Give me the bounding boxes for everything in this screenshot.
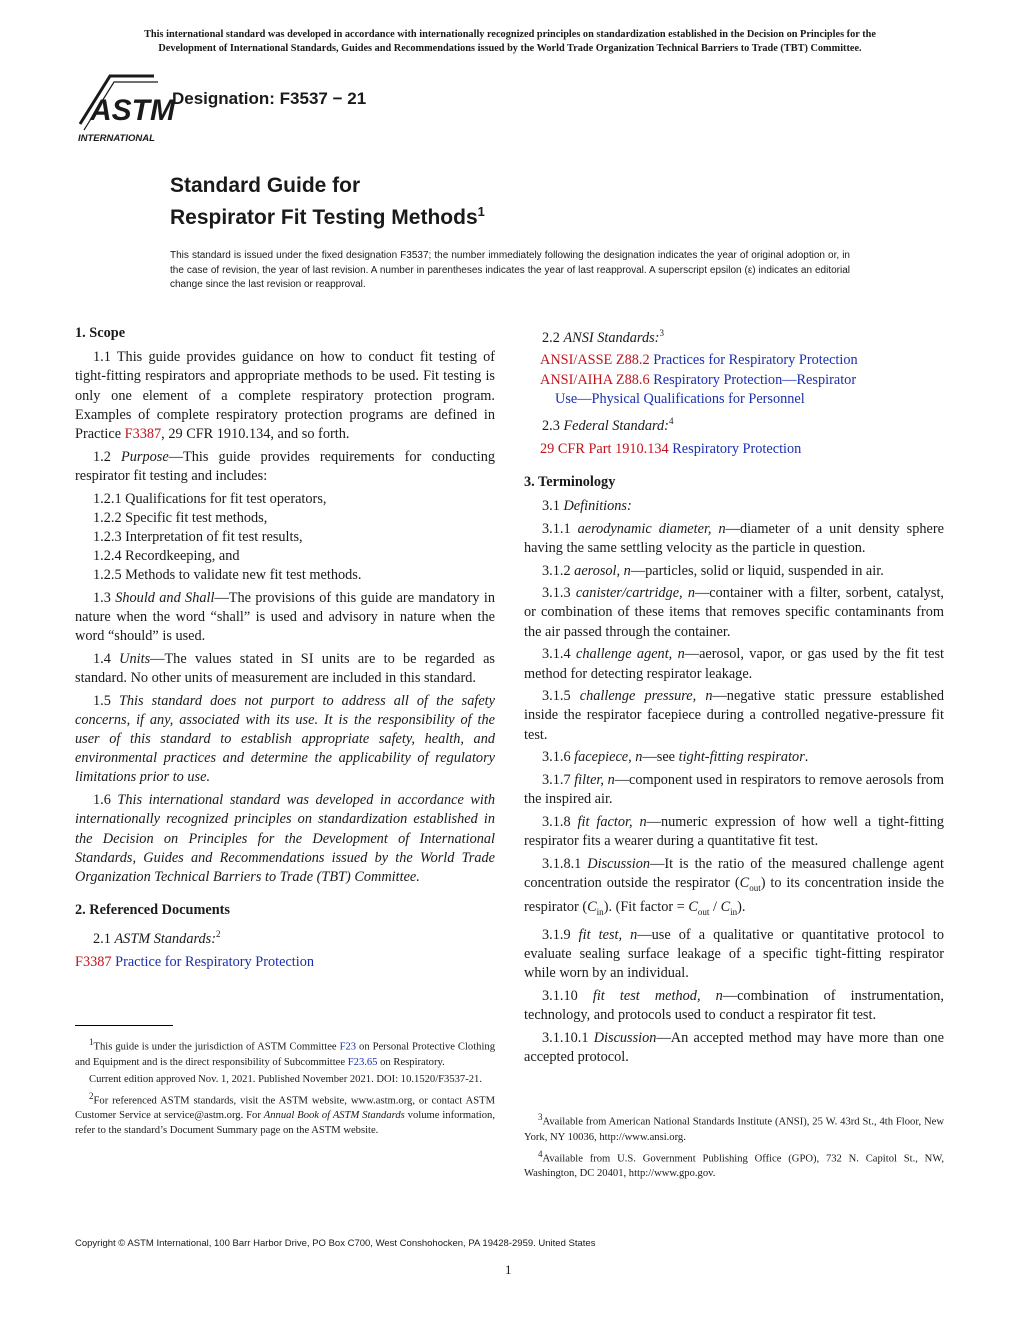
ref-code-29-cfr[interactable]: 29 CFR Part 1910.134 <box>540 440 669 457</box>
discussion-text: —It is the ratio of the measured challenge agent concentration outside the respirator ( <box>524 855 944 892</box>
term-3-1-2 <box>524 562 944 581</box>
paragraph-1-6 <box>75 791 495 887</box>
term-name: aerodynamic diameter, n <box>577 520 726 537</box>
right-column <box>524 324 944 1071</box>
term-definition: —negative static pressure established inside the respirator facepiece during a controlled negative-pressure fit test. <box>524 688 944 743</box>
term-num: 3.1.10.1 <box>542 1029 594 1046</box>
fn2-italic: Annual Book of ASTM Standards <box>263 1110 405 1122</box>
p1-2-term: Purpose <box>121 448 169 465</box>
fn3-text: Available from American National Standards Institute (ANSI), 25 W. 43rd St., 4th Floor, New York, NY 10036, http://www.ansi.org. <box>524 1116 944 1143</box>
footnote-1 <box>75 1035 495 1070</box>
ref-title-z88-6-cont[interactable]: Use—Physical Qualifications for Personnel <box>555 390 805 407</box>
term-definition: —container with a filter, sorbent, catalyst, or combination of these items that removes specific contaminants from the air passed through the container. <box>524 585 944 640</box>
term-3-1-8-1 <box>524 855 944 922</box>
footnote-4 <box>524 1147 944 1182</box>
c-out-sub: out <box>697 907 710 918</box>
term-definition: —particles, solid or liquid, suspended in air. <box>630 562 884 579</box>
discussion-text: ). <box>737 899 746 916</box>
term-num: 3.1.1 <box>542 520 578 537</box>
term-num: 3.1.8 <box>542 814 578 830</box>
section-heading-scope: 1. Scope <box>75 325 126 341</box>
ref-code-z88-6[interactable]: ANSI/AIHA Z88.6 <box>540 371 650 388</box>
paragraph-1-3 <box>75 589 495 647</box>
c-symbol: C <box>587 899 597 916</box>
page-number: 1 <box>505 1262 512 1277</box>
c-symbol: C <box>688 899 698 916</box>
ref-title-f3387[interactable]: Practice for Respiratory Protection <box>115 953 315 970</box>
list-item: 1.2.3 Interpretation of fit test results, <box>93 529 303 546</box>
copyright-line: Copyright © ASTM International, 100 Barr Harbor Drive, PO Box C700, West Conshohocken, PA 19428-2959. United States <box>75 1238 596 1249</box>
term-3-1-1 <box>524 520 944 558</box>
p1-4-num: 1.4 <box>93 650 120 667</box>
term-3-1-4 <box>524 645 944 683</box>
link-f23-65[interactable]: F23.65 <box>347 1056 378 1068</box>
title-line-2 <box>170 199 485 231</box>
discussion-label: Discussion <box>587 855 651 872</box>
p1-3-num: 1.3 <box>93 589 116 606</box>
paragraph-2-3 <box>524 412 944 436</box>
p1-1-end: , 29 CFR 1910.134, and so forth. <box>161 426 350 443</box>
fn-sup: 1 <box>89 1037 94 1047</box>
p1-5-text: This standard does not purport to address all of the safety concerns, if any, associated with its use. It is the responsibility of the user of this standard to establish appropriate safety, health, and environmental practices and determine the applicability of regulatory limitations prior to use. <box>75 692 495 786</box>
term-num: 3.1.2 <box>542 562 575 579</box>
fn-sup: 3 <box>538 1112 543 1122</box>
fn1-text: This guide is under the jurisdiction of ASTM Committee <box>93 1041 340 1053</box>
fn-sup: 4 <box>538 1148 543 1159</box>
p2-3-sup: 4 <box>668 416 674 427</box>
section-heading-referenced: 2. Referenced Documents <box>75 902 230 919</box>
p1-1-text: 1.1 This guide provides guidance on how to conduct fit testing of tight-fitting respirators and appropriate methods to be used. Fit testing is only one element of a complete respiratory protection program. Examples of complete respiratory protection programs are defined in Practice <box>75 349 495 443</box>
astm-logo <box>70 70 175 146</box>
term-definition: —use of a qualitative or quantitative protocol to evaluate sealing surface leakage of a specific tight-fitting respirator while worn by an individual. <box>524 926 944 982</box>
ref-ansi-z88-6 <box>524 371 944 390</box>
p2-1-sup: 2 <box>216 929 221 940</box>
term-see: tight-fitting respirator <box>678 749 805 766</box>
document-title <box>170 173 485 231</box>
section-heading-terminology: 3. Terminology <box>524 473 616 490</box>
discussion-text: ). (Fit factor = <box>603 899 689 916</box>
p2-3-num: 2.3 <box>542 417 564 434</box>
ref-ansi-z88-6-cont <box>524 390 944 409</box>
ref-29-cfr <box>524 440 944 459</box>
logo-mark-text: ASTM <box>90 94 175 127</box>
term-name: filter, n <box>574 772 615 789</box>
term-3-1-6 <box>524 748 944 767</box>
p2-1-num: 2.1 <box>93 931 115 948</box>
p1-2-num: 1.2 <box>93 448 122 465</box>
astm-logo-icon <box>70 70 175 146</box>
p2-3-label: Federal Standard: <box>563 417 669 434</box>
top-notice <box>70 28 950 55</box>
p1-5-num: 1.5 <box>93 692 119 709</box>
fn1-text: on Respiratory. <box>377 1056 445 1068</box>
notice-line-2: Development of International Standards, Guides and Recommendations issued by the World Trade Organization Technical Barriers to Trade (TBT) Committee. <box>158 42 862 54</box>
fn4-text: Available from U.S. Government Publishing Office (GPO), 732 N. Capitol St., NW, Washington, DC 20401, http://www.gpo.gov. <box>524 1153 944 1180</box>
list-item: 1.2.4 Recordkeeping, and <box>93 548 240 565</box>
term-name: aerosol, n <box>574 562 631 579</box>
c-symbol: C <box>739 875 750 892</box>
term-3-1-9 <box>524 926 944 984</box>
paragraph-1-2 <box>75 448 495 486</box>
term-name: challenge pressure, n <box>579 688 713 705</box>
discussion-label: Discussion <box>593 1029 657 1046</box>
term-3-1-3 <box>524 584 944 642</box>
title-line-1: Standard Guide for <box>170 174 361 197</box>
scope-list <box>75 490 495 586</box>
p1-4-term: Units <box>119 650 151 667</box>
term-3-1-8 <box>524 813 944 851</box>
list-item: 1.2.5 Methods to validate new fit test methods. <box>93 567 362 584</box>
term-name: fit factor, n <box>577 814 647 830</box>
p1-6-text: This international standard was developed in accordance with internationally recognized principles on standardization established in the Decision on Principles for the Development of International Standards, Guides and Recommendations issued by the World Trade Organization Technical Barriers to Trade (TBT) Committee. <box>75 792 495 885</box>
term-3-1-7 <box>524 771 944 809</box>
term-definition: —component used in respirators to remove aerosols from the inspired air. <box>524 772 944 808</box>
discussion-text: —An accepted method may have more than one accepted protocol. <box>524 1029 944 1065</box>
term-3-1-10 <box>524 987 944 1025</box>
footnote-divider <box>75 1025 173 1026</box>
term-num: 3.1.3 <box>542 585 576 602</box>
c-symbol: C <box>720 899 731 916</box>
p1-6-num: 1.6 <box>93 792 118 809</box>
notice-line-1: This international standard was developed in accordance with internationally recognized principles on standardization established in the Decision on Principles for the <box>144 29 876 40</box>
term-name: challenge agent, n <box>575 646 685 663</box>
term-definition: —aerosol, vapor, or gas used by the fit test method for detecting respirator leakage. <box>524 646 944 682</box>
link-f3387[interactable]: F3387 <box>124 426 162 443</box>
term-name: fit test, n <box>578 926 638 943</box>
footnote-1-edition: Current edition approved Nov. 1, 2021. Published November 2021. DOI: 10.1520/F3537-21. <box>89 1073 483 1085</box>
term-num: 3.1.7 <box>542 772 575 789</box>
fraction-slash: / <box>709 899 721 916</box>
footnotes-left <box>75 1035 495 1140</box>
paragraph-3-1 <box>524 497 944 516</box>
term-definition: —diameter of a unit density sphere having the same settling velocity as the particle in question. <box>524 520 944 556</box>
fn2-text: volume information, refer to the standard’s Document Summary page on the ASTM website. <box>75 1110 495 1137</box>
list-item: 1.2.2 Specific fit test methods, <box>93 509 268 526</box>
term-definition: —see <box>642 749 679 766</box>
issuance-note: This standard is issued under the fixed designation F3537; the number immediately following the designation indicates the year of original adoption or, in the case of revision, the year of last revision. A number in parentheses indicates the year of last reapproval. A superscript epsilon (ε) indicates an editorial change since the last revision or reapproval. <box>170 250 850 290</box>
c-in-sub: in <box>730 907 738 918</box>
p2-2-sup: 3 <box>659 328 664 338</box>
term-num: 3.1.6 <box>542 749 575 766</box>
term-end: . <box>804 749 809 766</box>
link-f23[interactable]: F23 <box>339 1041 357 1053</box>
title-footnote-ref: 1 <box>477 204 485 219</box>
footnotes-right <box>524 1110 944 1183</box>
ref-title-z88-6[interactable]: Respiratory Protection—Respirator <box>653 371 857 388</box>
paragraph-1-5 <box>75 692 495 788</box>
term-num: 3.1.8.1 <box>542 855 588 872</box>
list-item: 1.2.1 Qualifications for fit test operators, <box>93 490 327 507</box>
term-3-1-5 <box>524 687 944 745</box>
fn1-text: on Personal Protective Clothing and Equipment and is the direct responsibility of Subcommittee <box>75 1041 495 1068</box>
paragraph-2-2 <box>524 324 944 348</box>
paragraph-2-1 <box>75 925 495 949</box>
c-out-sub: out <box>749 882 761 893</box>
term-num: 3.1.5 <box>542 688 580 705</box>
ref-ansi-z88-2 <box>524 351 944 370</box>
ref-code-f3387[interactable]: F3387 <box>75 953 112 970</box>
term-num: 3.1.10 <box>542 987 593 1004</box>
term-num: 3.1.9 <box>542 926 579 943</box>
p1-3-term: Should and Shall <box>115 589 215 606</box>
term-definition: —combination of instrumentation, technology, and protocols used to conduct a respirator fit test. <box>524 987 944 1024</box>
fn2-text: For referenced ASTM standards, visit the ASTM website, www.astm.org, or contact ASTM Customer Service at service@astm.org. For <box>75 1095 495 1122</box>
ref-code-z88-2[interactable]: ANSI/ASSE Z88.2 <box>540 352 650 369</box>
term-3-1-10-1 <box>524 1029 944 1067</box>
left-column <box>75 324 495 972</box>
p3-1-label: Definitions: <box>563 497 632 514</box>
p1-3-text: —The provisions of this guide are mandatory in nature when the word “shall” is used and advisory in nature when the word “should” is used. <box>75 589 495 645</box>
designation: Designation: F3537 − 21 <box>172 89 367 108</box>
ref-title-29-cfr[interactable]: Respiratory Protection <box>672 440 802 457</box>
ref-f3387 <box>75 953 495 972</box>
term-name: fit test method, n <box>592 987 723 1004</box>
fn-sup: 2 <box>89 1090 94 1101</box>
p1-2-text: —This guide provides requirements for conducting respirator fit testing and includes: <box>75 448 495 484</box>
footnote-2 <box>75 1089 495 1139</box>
discussion-text: ) to its concentration inside the respirator ( <box>524 875 944 916</box>
title-main: Respirator Fit Testing Methods <box>170 206 478 229</box>
paragraph-1-4 <box>75 650 495 688</box>
term-num: 3.1.4 <box>542 646 576 663</box>
term-name: canister/cartridge, n <box>575 585 695 602</box>
c-in-sub: in <box>596 907 604 918</box>
p2-2-num: 2.2 <box>542 329 564 346</box>
p1-4-text: —The values stated in SI units are to be regarded as standard. No other units of measurement are included in this standard. <box>75 650 495 686</box>
p2-1-label: ASTM Standards: <box>114 931 216 948</box>
logo-subtitle-text: INTERNATIONAL <box>78 133 155 144</box>
p3-1-num: 3.1 <box>542 497 564 514</box>
ref-title-z88-2[interactable]: Practices for Respiratory Protection <box>653 352 858 369</box>
term-definition: —numeric expression of how well a tight-fitting respirator fits a wearer during a quantitative fit test. <box>524 814 944 850</box>
p2-2-label: ANSI Standards: <box>563 329 660 346</box>
footnote-3 <box>524 1110 944 1145</box>
paragraph-1-1 <box>75 348 495 444</box>
term-name: facepiece, n <box>574 749 643 766</box>
